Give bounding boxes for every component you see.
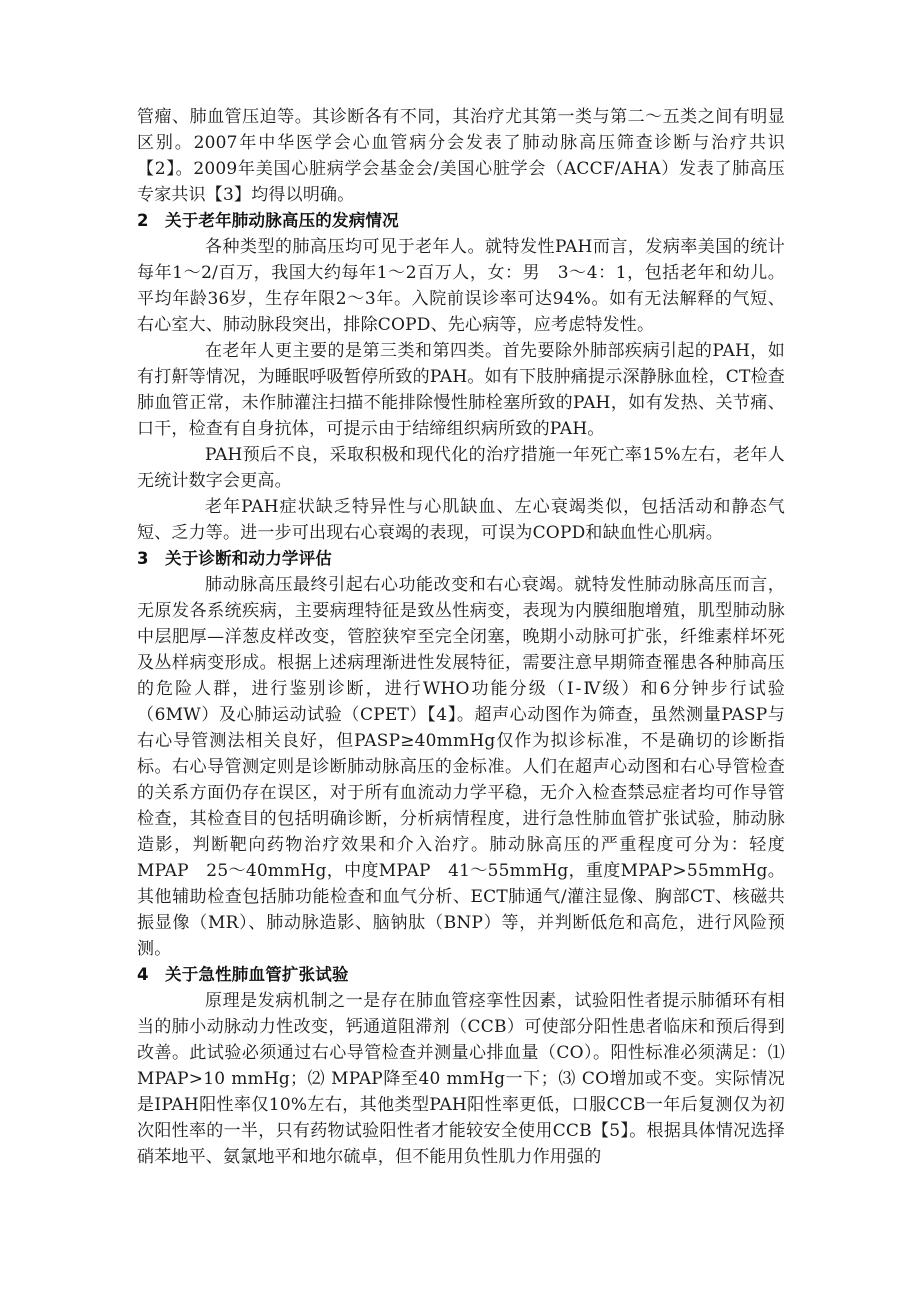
section-number: 2 xyxy=(137,211,149,230)
paragraph-prognosis: PAH预后不良，采取积极和现代化的治疗措施一年死亡率15%左右，老年人无统计数字会更高。 xyxy=(137,445,785,491)
paragraph-incidence: 各种类型的肺高压均可见于老年人。就特发性PAH而言，发病率美国的统计每年1～2/百万，我国大约每年1～2百万人，女：男 3～4：1，包括老年和幼儿。平均年龄36岁，生存年限2～3年。入院前误诊率可达94%。如有无法解释的气短、右心室大、肺动脉段突出，排除COPD、先心病等，应考虑特发性。 xyxy=(137,237,785,335)
section-heading-3 xyxy=(137,546,785,572)
section-title: 关于急性肺血管扩张试验 xyxy=(165,965,349,984)
paragraph-elderly-types: 在老年人更主要的是第三类和第四类。首先要除外肺部疾病引起的PAH，如有打鼾等情况，为睡眠呼吸暂停所致的PAH。如有下肢肿痛提示深静脉血栓，CT检查肺血管正常，未作肺灌注扫描不能排除慢性肺栓塞所致的PAH，如有发热、关节痛、口干，检查有自身抗体，可提示由于结缔组织病所致的PAH。 xyxy=(137,341,785,439)
paragraph-symptoms: 老年PAH症状缺乏特异性与心肌缺血、左心衰竭类似，包括活动和静态气短、乏力等。进一步可出现右心衰竭的表现，可误为COPD和缺血性心肌病。 xyxy=(137,497,785,543)
section-number: 3 xyxy=(137,549,149,568)
document-page xyxy=(137,104,785,1170)
section-heading-4 xyxy=(137,962,785,988)
section-title: 关于诊断和动力学评估 xyxy=(165,549,332,568)
section-heading-2 xyxy=(137,208,785,234)
paragraph-diagnosis: 肺动脉高压最终引起右心功能改变和右心衰竭。就特发性肺动脉高压而言，无原发各系统疾病，主要病理特征是致丛性病变，表现为内膜细胞增殖，肌型肺动脉中层肥厚—洋葱皮样改变，管腔狭窄至完全闭塞，晚期小动脉可扩张，纤维素样坏死及丛样病变形成。根据上述病理渐进性发展特征，需要注意早期筛查罹患各种肺高压的危险人群，进行鉴别诊断，进行WHO功能分级（Ⅰ-Ⅳ级）和6分钟步行试验（6MW）及心肺运动试验（CPET）【4】。超声心动图作为筛查，虽然测量PASP与右心导管测法相关良好，但PASP≥40mmHg仅作为拟诊标准，不是确切的诊断指标。右心导管测定则是诊断肺动脉高压的金标准。人们在超声心动图和右心导管检查的关系方面仍存在误区，对于所有血流动力学平稳，无介入检查禁忌症者均可作导管检查，其检查目的包括明确诊断，分析病情程度，进行急性肺血管扩张试验，肺动脉造影，判断靶向药物治疗效果和介入治疗。肺动脉高压的严重程度可分为：轻度MPAP 25～40mmHg，中度MPAP 41～55mmHg，重度MPAP>55mmHg。其他辅助检查包括肺功能检查和血气分析、ECT肺通气/灌注显像、胸部CT、核磁共振显像（MR）、肺动脉造影、脑钠肽（BNP）等，并判断低危和高危，进行风险预测。 xyxy=(137,575,785,959)
paragraph-intro-continuation: 管瘤、肺血管压迫等。其诊断各有不同，其治疗尤其第一类与第二～五类之间有明显区别。2007年中华医学会心血管病分会发表了肺动脉高压筛查诊断与治疗共识【2】。2009年美国心脏病学会基金会/美国心脏学会（ACCF/AHA）发表了肺高压专家共识【3】均得以明确。 xyxy=(137,107,785,205)
paragraph-vasodilator-test: 原理是发病机制之一是存在肺血管痉挛性因素，试验阳性者提示肺循环有相当的肺小动脉动力性改变，钙通道阻滞剂（CCB）可使部分阳性患者临床和预后得到改善。此试验必须通过右心导管检查并测量心排血量（CO）。阳性标准必须满足：⑴ MPAP>10 mmHg；⑵ MPAP降至40 mmHg一下；⑶ CO增加或不变。实际情况是IPAH阳性率仅10%左右，其他类型PAH阳性率更低，口服CCB一年后复测仅为初次阳性率的一半，只有药物试验阳性者才能较安全使用CCB【5】。根据具体情况选择硝苯地平、氨氯地平和地尔硫卓，但不能用负性肌力作用强的 xyxy=(137,991,785,1167)
section-title: 关于老年肺动脉高压的发病情况 xyxy=(165,211,399,230)
section-number: 4 xyxy=(137,965,149,984)
